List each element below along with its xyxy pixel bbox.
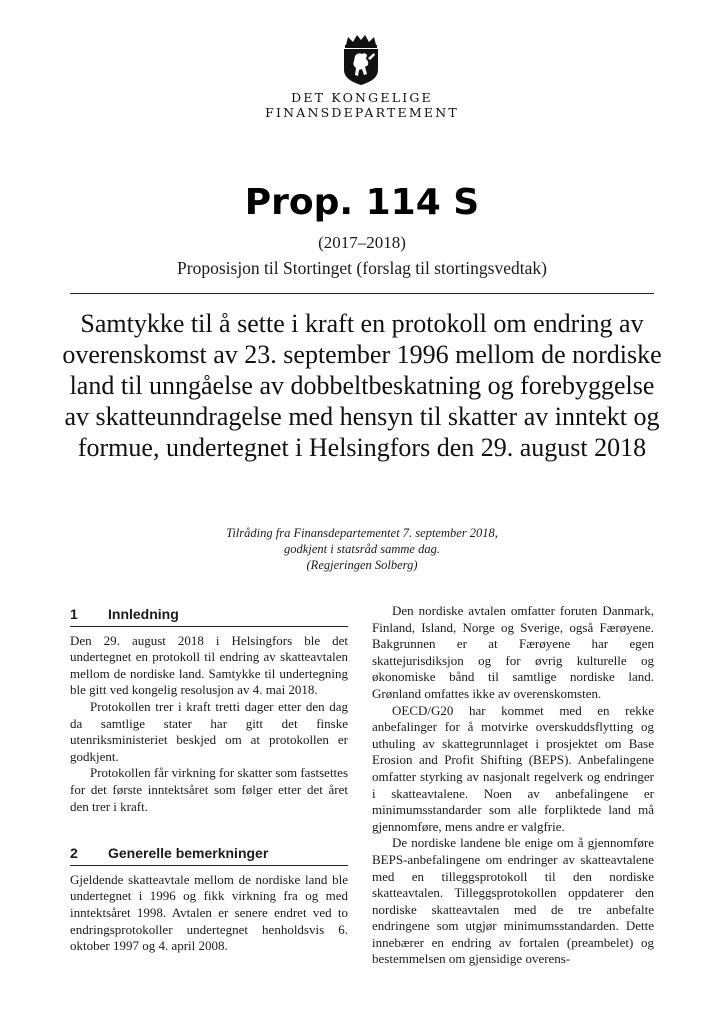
section-number: 2	[70, 845, 78, 862]
adoption-line: (Regjeringen Solberg)	[306, 558, 418, 572]
left-column	[70, 606, 348, 955]
proposition-type: Proposisjon til Stortinget (forslag til stortingsvedtak)	[177, 258, 547, 278]
session-years: (2017–2018)	[318, 233, 406, 252]
paragraph: De nordiske landene ble enige om å gjennomføre BEPS-anbefalingene om endringer av skatteavtalene med en tilleggsprotokoll til den nordiske skatteavtalen. Tilleggsprotokollen oppdaterer den nordiske skatteavtalen med de tre anbefalte endringene som utgjør minimumsstandarden. Dette innebærer en endring av fortalen (preambelet) og bestemmelsen om gjensidige overens-	[372, 835, 654, 967]
section-title: Innledning	[108, 606, 179, 622]
ministry-name-line2: FINANSDEPARTEMENT	[265, 105, 459, 120]
adoption-note	[0, 525, 724, 573]
proposition-number: Prop. 114 S	[244, 182, 480, 223]
ministry-name-line1: DET KONGELIGE	[291, 90, 433, 105]
paragraph: OECD/G20 har kommet med en rekke anbefalinger for å motvirke overskuddsflytting og uthuling av skattegrunnlaget i prosjektet om Base Erosion and Profit Shifting (BEPS). Anbefalingene omfatter styrking av nasjonalt regelverk og endringer i skatteavtalene. Noen av anbefalingene er minimumsstandarder som alle forpliktede land må gjennomføre, mens andre er valgfrie.	[372, 702, 654, 834]
paragraph: Gjeldende skatteavtale mellom de nordiske land ble undertegnet i 1996 og fikk virkning fra og med inntektsåret 1998. Avtalen er senere endret ved to endringsprotokoller undertegnet henholdsvis 6. oktober 1997 og 4. april 2008.	[70, 871, 348, 954]
section-heading-innledning	[70, 606, 348, 627]
norwegian-coat-of-arms-icon	[338, 34, 384, 86]
section-number: 1	[70, 606, 78, 622]
document-title: Samtykke til å sette i kraft en protokoll om endring av overenskomst av 23. september 1996 mellom de nordiske land til unngåelse av dobbeltbeskatning og forebyggelse av skatteunndragelse med hensyn til skatter av inntekt og formue, undertegnet i Helsingfors den 29. august 2018	[62, 309, 662, 462]
paragraph: Den 29. august 2018 i Helsingfors ble det undertegnet en protokoll til endring av skatteavtalen mellom de nordiske land. Samtykke til undertegning ble gitt ved kongelig resolusjon av 4. mai 2018.	[70, 632, 348, 698]
paragraph: Protokollen får virkning for skatter som fastsettes for det første inntektsåret som følger etter det året den trer i kraft.	[70, 765, 348, 814]
adoption-line: Tilråding fra Finansdepartementet 7. september 2018,	[226, 526, 498, 540]
section-heading-generelle-bemerkninger	[70, 845, 348, 866]
adoption-line: godkjent i statsråd samme dag.	[284, 542, 440, 556]
right-column	[372, 603, 654, 968]
title-divider	[70, 293, 654, 294]
paragraph: Protokollen trer i kraft tretti dager etter den dag da samtlige stater har gitt det finske utenriksministeriet beskjed om at protokollen er godkjent.	[70, 698, 348, 764]
section-title: Generelle bemerkninger	[108, 845, 269, 862]
paragraph: Den nordiske avtalen omfatter foruten Danmark, Finland, Island, Norge og Sverige, også Færøyene. Bakgrunnen er at Færøyene har egen skattejurisdiksjon og for øvrig kulturelle og økonomiske bånd til samtlige nordiske land. Grønland omfattes ikke av overenskomsten.	[372, 603, 654, 701]
